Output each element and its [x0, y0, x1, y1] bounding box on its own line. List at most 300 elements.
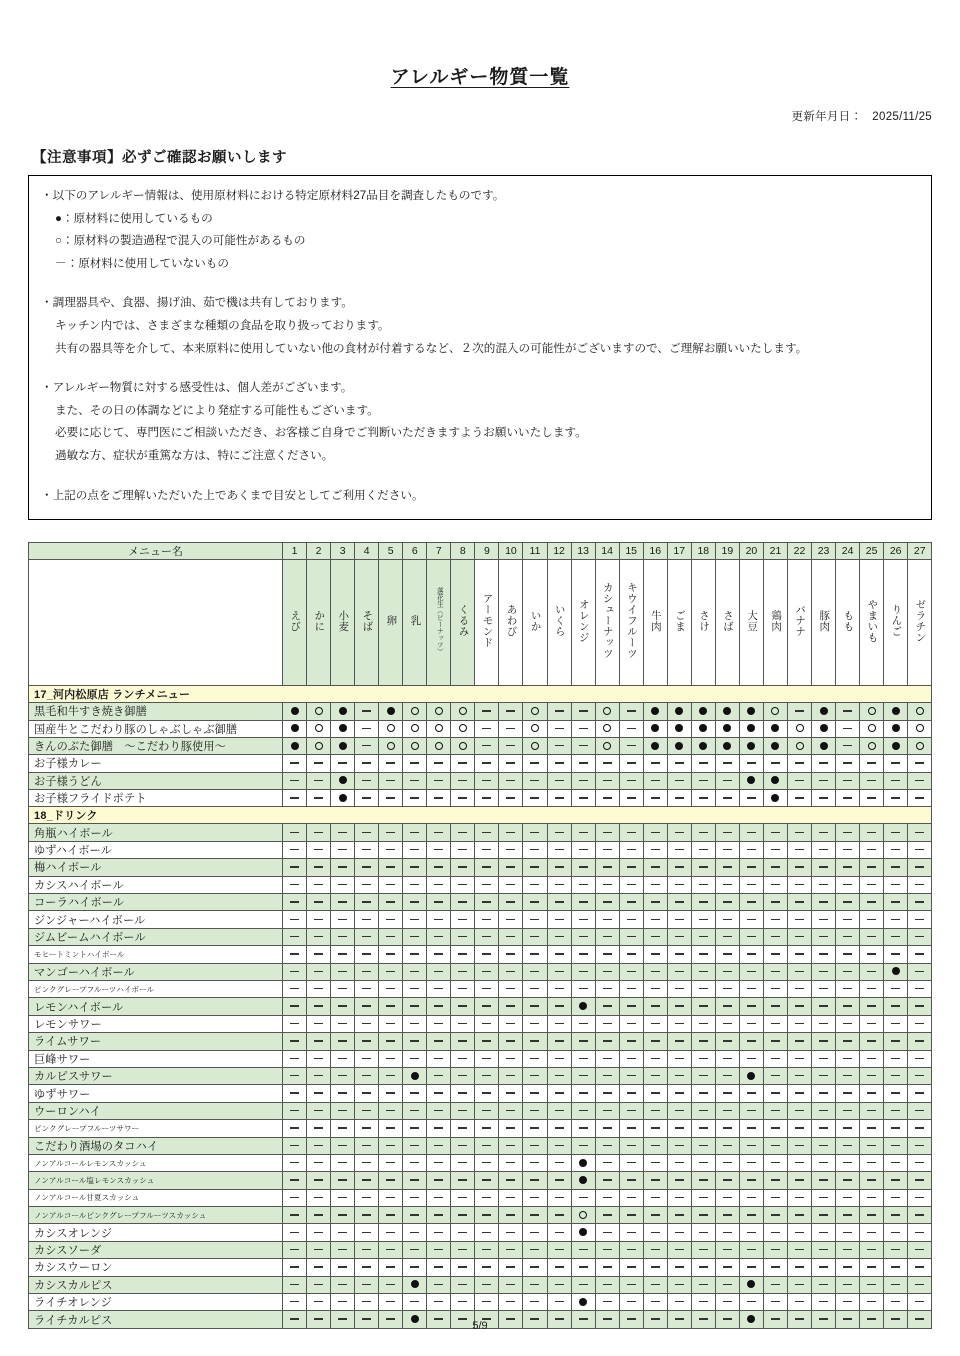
mark-none	[819, 1145, 828, 1146]
mark-none	[386, 1162, 395, 1163]
allergen-cell-2	[307, 1189, 331, 1206]
allergen-cell-27	[908, 1259, 932, 1276]
allergen-cell-27	[908, 772, 932, 789]
table-row	[29, 963, 932, 980]
mark-possible	[459, 742, 467, 750]
allergen-cell-4	[355, 1294, 379, 1311]
mark-none	[290, 936, 299, 937]
mark-none	[555, 849, 564, 850]
allergen-cell-17	[667, 772, 691, 789]
allergen-cell-18	[691, 998, 715, 1015]
mark-none	[819, 1266, 828, 1267]
update-date-value: 2025/11/25	[872, 111, 932, 123]
mark-none	[675, 988, 684, 989]
mark-none	[819, 936, 828, 937]
mark-none	[434, 1232, 443, 1233]
allergen-cell-3	[331, 1015, 355, 1032]
allergen-cell-1	[283, 980, 307, 997]
allergen-cell-10	[499, 1241, 523, 1258]
allergen-cell-14	[595, 1189, 619, 1206]
mark-none	[290, 866, 299, 867]
allergen-cell-22	[787, 1120, 811, 1137]
allergen-cell-16	[643, 1294, 667, 1311]
allergen-cell-18	[691, 963, 715, 980]
mark-none	[603, 762, 612, 763]
allergen-label: ごま	[673, 609, 686, 632]
allergen-cell-16	[643, 963, 667, 980]
notice-box	[28, 175, 932, 520]
allergen-cell-12	[547, 1050, 571, 1067]
allergen-cell-8	[451, 911, 475, 928]
allergen-cell-9	[475, 1154, 499, 1171]
allergen-cell-1	[283, 876, 307, 893]
mark-none	[482, 832, 491, 833]
allergen-cell-9	[475, 1172, 499, 1189]
notice-legend-dash: －：原材料に使用していないもの	[55, 256, 229, 270]
mark-none	[338, 1005, 347, 1006]
mark-none	[723, 1214, 732, 1215]
mark-none	[651, 1110, 660, 1111]
mark-none	[458, 832, 467, 833]
mark-none	[458, 1145, 467, 1146]
allergen-cell-13	[571, 963, 595, 980]
allergen-label: 牛肉	[649, 609, 662, 632]
mark-none	[530, 780, 539, 781]
mark-none	[843, 728, 852, 729]
mark-none	[699, 797, 708, 798]
mark-none	[843, 1214, 852, 1215]
allergen-cell-21	[763, 1224, 787, 1241]
allergen-number-15: 15	[619, 543, 643, 560]
notice-legend-filled: ●：原材料に使用しているもの	[55, 211, 213, 225]
mark-contains	[820, 742, 828, 750]
allergen-cell-6	[403, 755, 427, 772]
allergen-cell-12	[547, 859, 571, 876]
allergen-cell-20	[739, 998, 763, 1015]
mark-none	[819, 780, 828, 781]
mark-none	[819, 1092, 828, 1093]
mark-none	[675, 936, 684, 937]
mark-none	[338, 936, 347, 937]
mark-none	[458, 936, 467, 937]
mark-none	[675, 1127, 684, 1128]
allergen-cell-25	[860, 1050, 884, 1067]
allergen-cell-11	[523, 772, 547, 789]
allergen-cell-27	[908, 1085, 932, 1102]
allergen-cell-19	[715, 1172, 739, 1189]
allergen-cell-3	[331, 963, 355, 980]
mark-none	[530, 1145, 539, 1146]
allergen-cell-27	[908, 1172, 932, 1189]
allergen-cell-4	[355, 876, 379, 893]
mark-none	[482, 1284, 491, 1285]
mark-none	[771, 901, 780, 902]
mark-none	[314, 866, 323, 867]
allergen-cell-10	[499, 1207, 523, 1224]
mark-none	[843, 884, 852, 885]
allergen-cell-11	[523, 980, 547, 997]
mark-none	[458, 1092, 467, 1093]
mark-none	[675, 1110, 684, 1111]
mark-none	[338, 1092, 347, 1093]
mark-none	[530, 866, 539, 867]
mark-none	[891, 901, 900, 902]
mark-none	[386, 1284, 395, 1285]
mark-none	[458, 1301, 467, 1302]
allergen-cell-16	[643, 1154, 667, 1171]
mark-none	[867, 971, 876, 972]
allergen-cell-16	[643, 980, 667, 997]
allergen-cell-3	[331, 1207, 355, 1224]
mark-none	[434, 1005, 443, 1006]
allergen-cell-10	[499, 1189, 523, 1206]
mark-none	[579, 797, 588, 798]
allergen-cell-5	[379, 1067, 403, 1084]
mark-none	[867, 1249, 876, 1250]
mark-none	[290, 953, 299, 954]
allergen-cell-21	[763, 1085, 787, 1102]
allergen-cell-21	[763, 1259, 787, 1276]
allergen-label: いくら	[553, 604, 566, 638]
allergen-cell-21	[763, 703, 787, 720]
allergen-cell-20	[739, 1276, 763, 1293]
mark-none	[386, 1249, 395, 1250]
allergen-cell-20	[739, 1241, 763, 1258]
mark-none	[603, 1023, 612, 1024]
allergen-cell-23	[812, 1120, 836, 1137]
allergen-cell-9	[475, 1015, 499, 1032]
mark-none	[843, 1075, 852, 1076]
mark-none	[747, 832, 756, 833]
menu-item-name: カシスハイボール	[29, 876, 283, 893]
allergen-label: 卵	[385, 615, 398, 627]
mark-none	[771, 1214, 780, 1215]
allergen-cell-13	[571, 928, 595, 945]
mark-none	[651, 971, 660, 972]
mark-none	[651, 919, 660, 920]
allergen-cell-18	[691, 824, 715, 841]
allergen-cell-24	[836, 1137, 860, 1154]
allergen-cell-6	[403, 772, 427, 789]
mark-none	[530, 1214, 539, 1215]
mark-none	[338, 1179, 347, 1180]
allergen-cell-24	[836, 876, 860, 893]
mark-none	[386, 1005, 395, 1006]
allergen-cell-23	[812, 894, 836, 911]
mark-none	[458, 1127, 467, 1128]
mark-none	[555, 901, 564, 902]
mark-none	[627, 884, 636, 885]
allergen-cell-19	[715, 1241, 739, 1258]
allergen-cell-19	[715, 946, 739, 963]
mark-none	[530, 1301, 539, 1302]
allergen-cell-7	[427, 894, 451, 911]
mark-none	[627, 728, 636, 729]
allergen-cell-2	[307, 859, 331, 876]
mark-none	[603, 884, 612, 885]
allergen-cell-17	[667, 859, 691, 876]
table-row	[29, 1259, 932, 1276]
allergen-label: キウイフルーツ	[625, 582, 638, 660]
mark-none	[506, 797, 515, 798]
allergen-cell-17	[667, 1102, 691, 1119]
mark-none	[410, 797, 419, 798]
mark-possible	[315, 724, 323, 732]
mark-none	[434, 832, 443, 833]
mark-none	[579, 1197, 588, 1198]
mark-none	[506, 1058, 515, 1059]
allergen-cell-3	[331, 980, 355, 997]
mark-none	[482, 728, 491, 729]
mark-none	[458, 1162, 467, 1163]
allergen-cell-5	[379, 1294, 403, 1311]
mark-possible	[603, 724, 611, 732]
allergen-cell-2	[307, 755, 331, 772]
mark-none	[434, 1197, 443, 1198]
allergen-cell-23	[812, 1207, 836, 1224]
allergen-cell-11	[523, 1137, 547, 1154]
allergen-cell-9	[475, 1067, 499, 1084]
mark-none	[579, 1092, 588, 1093]
mark-none	[434, 1284, 443, 1285]
mark-none	[603, 832, 612, 833]
mark-possible	[411, 742, 419, 750]
mark-none	[795, 884, 804, 885]
allergen-cell-16	[643, 876, 667, 893]
table-row	[29, 824, 932, 841]
allergen-cell-14	[595, 1259, 619, 1276]
mark-contains	[579, 1159, 587, 1167]
allergen-cell-12	[547, 1085, 571, 1102]
mark-none	[603, 1145, 612, 1146]
allergen-cell-7	[427, 980, 451, 997]
mark-none	[723, 1110, 732, 1111]
allergen-cell-22	[787, 998, 811, 1015]
allergen-cell-19	[715, 1189, 739, 1206]
allergen-cell-7	[427, 755, 451, 772]
mark-none	[386, 1092, 395, 1093]
allergen-cell-9	[475, 1085, 499, 1102]
mark-none	[410, 1005, 419, 1006]
mark-none	[530, 919, 539, 920]
mark-contains	[387, 707, 395, 715]
mark-none	[410, 1232, 419, 1233]
mark-none	[843, 1058, 852, 1059]
mark-none	[410, 936, 419, 937]
mark-none	[627, 936, 636, 937]
allergen-cell-6	[403, 1241, 427, 1258]
mark-none	[555, 1127, 564, 1128]
allergen-cell-14	[595, 928, 619, 945]
allergen-number-17: 17	[667, 543, 691, 560]
mark-none	[675, 780, 684, 781]
notice-line-5: キッチン内では、さまざまな種類の食品を取り扱っております。	[55, 318, 390, 332]
allergen-cell-8	[451, 720, 475, 737]
allergen-cell-25	[860, 1241, 884, 1258]
allergen-cell-9	[475, 1102, 499, 1119]
mark-none	[458, 1197, 467, 1198]
mark-none	[699, 1249, 708, 1250]
mark-none	[434, 1162, 443, 1163]
allergen-cell-19	[715, 1067, 739, 1084]
allergen-cell-15	[619, 1172, 643, 1189]
allergen-cell-12	[547, 1207, 571, 1224]
mark-none	[651, 1266, 660, 1267]
mark-none	[675, 1232, 684, 1233]
mark-none	[867, 849, 876, 850]
mark-none	[603, 1284, 612, 1285]
allergen-cell-25	[860, 894, 884, 911]
notice-line-7: ・アレルギー物質に対する感受性は、個人差がございます。	[41, 381, 353, 395]
mark-none	[314, 1284, 323, 1285]
mark-none	[434, 762, 443, 763]
allergen-cell-23	[812, 1085, 836, 1102]
allergen-cell-10	[499, 1294, 523, 1311]
mark-none	[410, 1179, 419, 1180]
menu-item-name: カシスカルピス	[29, 1276, 283, 1293]
allergen-cell-3	[331, 1189, 355, 1206]
allergen-cell-19	[715, 841, 739, 858]
menu-item-name: モヒートミントハイボール	[29, 946, 283, 963]
allergen-cell-21	[763, 1154, 787, 1171]
allergen-header-3	[331, 560, 355, 686]
mark-none	[771, 1040, 780, 1041]
allergen-cell-26	[884, 1102, 908, 1119]
mark-none	[314, 849, 323, 850]
mark-none	[771, 1005, 780, 1006]
mark-none	[530, 1040, 539, 1041]
allergen-cell-6	[403, 928, 427, 945]
allergen-cell-27	[908, 876, 932, 893]
mark-none	[603, 797, 612, 798]
allergen-cell-11	[523, 1294, 547, 1311]
allergen-cell-24	[836, 1241, 860, 1258]
mark-none	[506, 919, 515, 920]
table-row	[29, 894, 932, 911]
mark-none	[362, 1127, 371, 1128]
mark-none	[555, 953, 564, 954]
mark-none	[747, 919, 756, 920]
allergen-cell-18	[691, 720, 715, 737]
mark-none	[410, 866, 419, 867]
allergen-cell-27	[908, 894, 932, 911]
mark-none	[482, 1005, 491, 1006]
allergen-cell-7	[427, 1137, 451, 1154]
allergen-cell-15	[619, 1241, 643, 1258]
mark-none	[434, 1301, 443, 1302]
allergen-cell-17	[667, 841, 691, 858]
mark-none	[675, 849, 684, 850]
allergen-cell-23	[812, 859, 836, 876]
allergen-cell-3	[331, 1276, 355, 1293]
mark-none	[482, 1301, 491, 1302]
mark-none	[795, 971, 804, 972]
mark-none	[915, 1214, 924, 1215]
allergen-cell-21	[763, 946, 787, 963]
mark-none	[675, 1023, 684, 1024]
allergen-cell-24	[836, 1067, 860, 1084]
allergen-cell-20	[739, 841, 763, 858]
mark-none	[362, 1110, 371, 1111]
mark-none	[290, 832, 299, 833]
table-row	[29, 755, 932, 772]
allergen-cell-12	[547, 1067, 571, 1084]
mark-none	[506, 1092, 515, 1093]
mark-none	[386, 919, 395, 920]
mark-possible	[531, 724, 539, 732]
allergen-cell-1	[283, 1085, 307, 1102]
allergen-cell-24	[836, 720, 860, 737]
mark-none	[603, 953, 612, 954]
allergen-cell-24	[836, 928, 860, 945]
allergen-cell-20	[739, 946, 763, 963]
mark-none	[338, 953, 347, 954]
menu-item-name: 巨峰サワー	[29, 1050, 283, 1067]
mark-none	[675, 1179, 684, 1180]
mark-none	[795, 1023, 804, 1024]
allergen-cell-19	[715, 963, 739, 980]
mark-none	[723, 1284, 732, 1285]
table-row	[29, 1102, 932, 1119]
mark-none	[410, 1040, 419, 1041]
allergen-cell-2	[307, 1172, 331, 1189]
allergen-cell-11	[523, 720, 547, 737]
allergen-cell-9	[475, 703, 499, 720]
mark-none	[771, 762, 780, 763]
mark-none	[458, 849, 467, 850]
allergen-cell-10	[499, 1154, 523, 1171]
allergen-cell-10	[499, 755, 523, 772]
allergen-cell-18	[691, 946, 715, 963]
allergen-cell-18	[691, 1067, 715, 1084]
allergen-cell-2	[307, 894, 331, 911]
mark-none	[314, 832, 323, 833]
mark-none	[627, 1301, 636, 1302]
allergen-cell-14	[595, 1033, 619, 1050]
allergen-cell-7	[427, 790, 451, 807]
mark-none	[795, 1058, 804, 1059]
mark-none	[723, 1197, 732, 1198]
allergen-cell-16	[643, 928, 667, 945]
allergen-cell-5	[379, 1120, 403, 1137]
allergen-cell-18	[691, 737, 715, 754]
mark-none	[506, 901, 515, 902]
allergen-cell-10	[499, 998, 523, 1015]
mark-none	[410, 901, 419, 902]
allergen-cell-4	[355, 824, 379, 841]
allergen-cell-12	[547, 1294, 571, 1311]
allergen-cell-25	[860, 1085, 884, 1102]
allergen-header-20	[739, 560, 763, 686]
allergen-cell-14	[595, 894, 619, 911]
allergen-cell-16	[643, 1276, 667, 1293]
allergen-cell-2	[307, 1241, 331, 1258]
allergen-cell-16	[643, 859, 667, 876]
mark-none	[506, 1197, 515, 1198]
mark-none	[891, 866, 900, 867]
allergen-cell-23	[812, 963, 836, 980]
menu-item-name: レモンハイボール	[29, 998, 283, 1015]
allergen-cell-8	[451, 1137, 475, 1154]
mark-none	[843, 1092, 852, 1093]
allergen-cell-16	[643, 946, 667, 963]
mark-none	[891, 1127, 900, 1128]
mark-none	[795, 797, 804, 798]
allergen-cell-6	[403, 1067, 427, 1084]
allergen-label: 小麦	[337, 609, 350, 632]
allergen-cell-22	[787, 737, 811, 754]
allergen-cell-21	[763, 720, 787, 737]
